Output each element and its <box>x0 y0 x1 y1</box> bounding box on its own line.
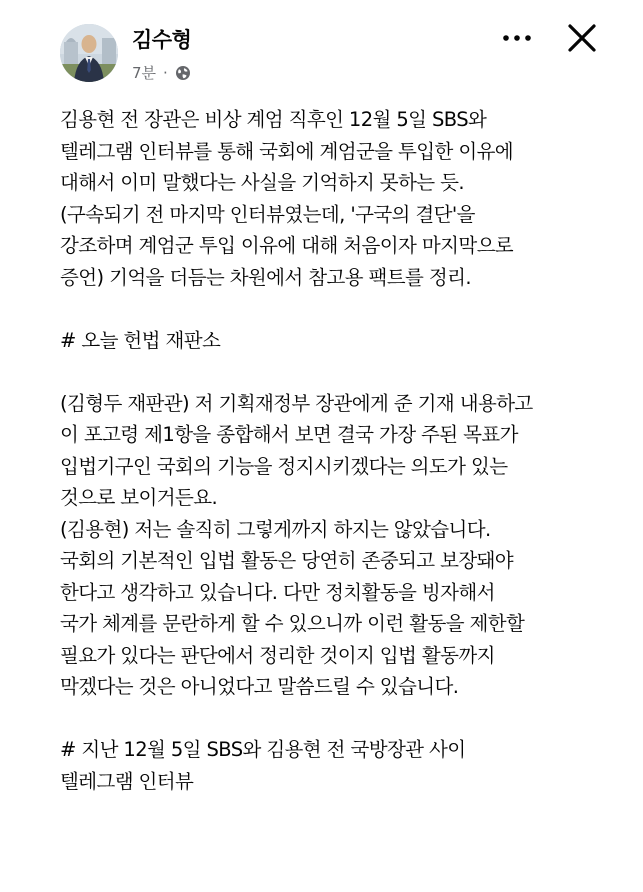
text-line: 텔레그램 인터뷰 <box>60 769 194 793</box>
text-line: 김용현 전 장관은 비상 계엄 직후인 12월 5일 SBS와 <box>60 108 487 131</box>
paragraph-gap <box>60 356 630 388</box>
meta-separator: · <box>163 63 168 82</box>
post-paragraph-heading-court <box>60 325 630 357</box>
text-line: 강조하며 계엄군 투입 이유에 대해 처음이자 마지막으로 <box>60 234 514 257</box>
paragraph-gap <box>60 293 630 325</box>
post-meta <box>132 62 191 83</box>
more-options-button[interactable] <box>496 24 540 52</box>
post-paragraph-intro <box>60 104 630 293</box>
text-line: 것으로 보이거든요. <box>60 486 218 509</box>
avatar[interactable] <box>60 24 118 82</box>
close-icon <box>562 18 602 58</box>
text-line: 텔레그램 인터뷰를 통해 국회에 계엄군을 투입한 이유에 <box>60 139 514 163</box>
avatar-image <box>60 24 118 82</box>
paragraph-gap <box>60 703 630 735</box>
text-line: 국회의 기본적인 입법 활동은 당연히 존중되고 보장돼야 <box>60 549 514 572</box>
text-line: 필요가 있다는 판단에서 정리한 것이지 입법 활동까지 <box>60 643 495 667</box>
text-line: 증언) 기억을 더듬는 차원에서 참고용 팩트를 정리. <box>60 265 471 289</box>
text-line: 막겠다는 것은 아니었다고 말씀드릴 수 있습니다. <box>60 675 459 698</box>
text-line: # 오늘 헌법 재판소 <box>60 328 221 352</box>
globe-icon[interactable] <box>175 65 191 81</box>
post-paragraph-testimony <box>60 388 630 703</box>
close-button[interactable] <box>562 18 602 58</box>
author-name[interactable]: 김수형 <box>132 28 192 52</box>
text-line: (김형두 재판관) 저 기획재정부 장관에게 준 기재 내용하고 <box>60 391 533 415</box>
post-header <box>0 0 643 96</box>
post-paragraph-heading-interview <box>60 734 630 797</box>
more-horizontal-icon <box>496 24 540 52</box>
text-line: (김용현) 저는 솔직히 그렇게까지 하지는 않았습니다. <box>60 517 491 541</box>
post-timestamp[interactable]: 7분 <box>132 64 157 82</box>
text-line: 대해서 이미 말했다는 사실을 기억하지 못하는 듯. <box>60 171 464 194</box>
text-line: # 지난 12월 5일 SBS와 김용현 전 국방장관 사이 <box>60 738 466 761</box>
text-line: (구속되기 전 마지막 인터뷰였는데, '구국의 결단'을 <box>60 202 475 226</box>
text-line: 한다고 생각하고 있습니다. 다만 정치활동을 빙자해서 <box>60 580 495 604</box>
text-line: 이 포고령 제1항을 종합해서 보면 결국 가장 주된 목표가 <box>60 423 518 446</box>
post-body <box>60 104 630 797</box>
text-line: 입법기구인 국회의 기능을 정지시키겠다는 의도가 있는 <box>60 454 508 478</box>
text-line: 국가 체계를 문란하게 할 수 있으니까 이런 활동을 제한할 <box>60 612 525 635</box>
